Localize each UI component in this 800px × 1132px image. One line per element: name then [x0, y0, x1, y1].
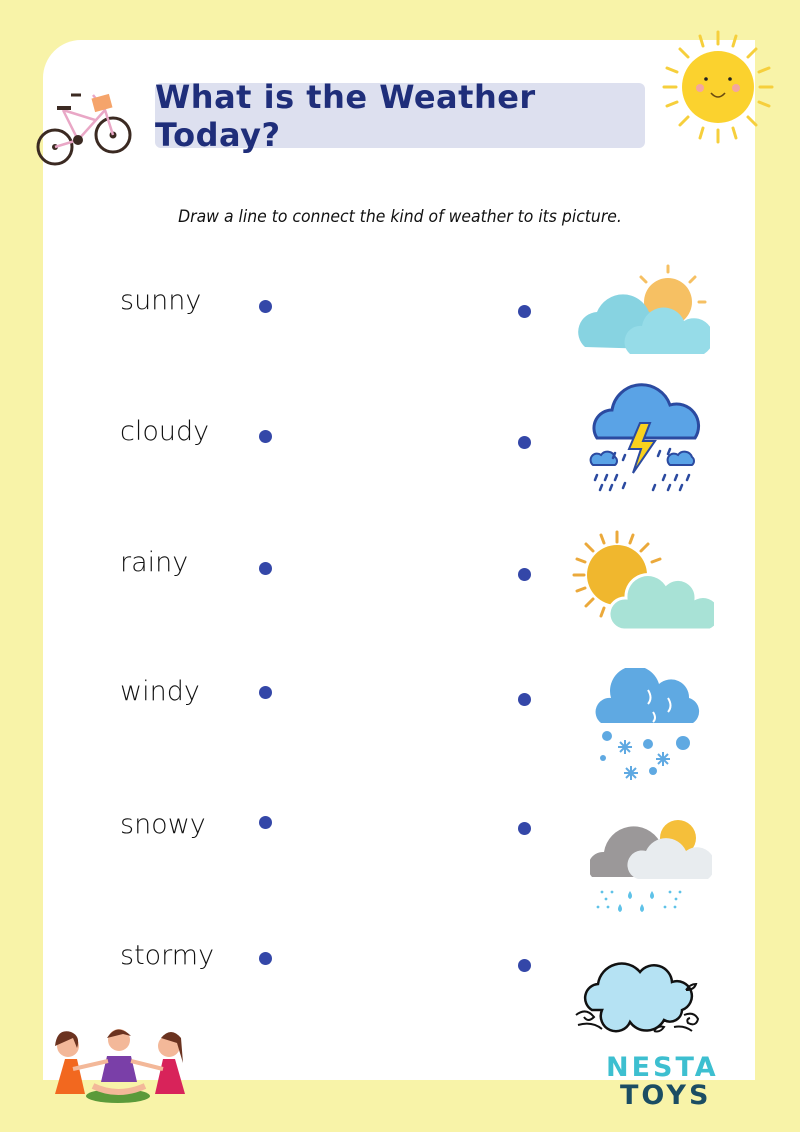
- left-dot-sunny[interactable]: [259, 300, 272, 313]
- word-cloudy: cloudy: [120, 416, 210, 447]
- left-dot-cloudy[interactable]: [259, 430, 272, 443]
- right-dot-1[interactable]: [518, 305, 531, 318]
- snow-icon: [593, 668, 703, 786]
- right-dot-3[interactable]: [518, 568, 531, 581]
- partly-cloudy-icon: [575, 262, 710, 362]
- right-dot-2[interactable]: [518, 436, 531, 449]
- thunderstorm-icon: [585, 383, 705, 498]
- right-dot-5[interactable]: [518, 822, 531, 835]
- title-banner: [155, 77, 645, 154]
- word-snowy: snowy: [120, 809, 206, 840]
- left-dot-stormy[interactable]: [259, 952, 272, 965]
- left-dot-rainy[interactable]: [259, 562, 272, 575]
- page-title: What is the Weather Today?: [155, 77, 536, 154]
- bicycle-icon: [33, 90, 138, 170]
- word-windy: windy: [120, 676, 200, 707]
- brand-logo: [606, 1054, 766, 1116]
- smiling-sun-icon: [662, 28, 774, 146]
- sun-behind-cloud-icon: [572, 530, 714, 632]
- word-rainy: rainy: [120, 547, 189, 578]
- left-dot-snowy[interactable]: [259, 816, 272, 829]
- right-dot-4[interactable]: [518, 693, 531, 706]
- cloud-rain-sun-icon: [590, 812, 712, 914]
- word-sunny: sunny: [120, 285, 202, 316]
- word-stormy: stormy: [120, 940, 215, 971]
- brand-line1: NESTA: [606, 1052, 719, 1083]
- right-dot-6[interactable]: [518, 959, 531, 972]
- left-dot-windy[interactable]: [259, 686, 272, 699]
- wind-cloud-icon: [574, 955, 710, 1035]
- children-playing-illustration: [43, 1024, 198, 1106]
- brand-line2: TOYS: [620, 1080, 712, 1111]
- instruction-text: Draw a line to connect the kind of weather to its picture.: [178, 207, 622, 227]
